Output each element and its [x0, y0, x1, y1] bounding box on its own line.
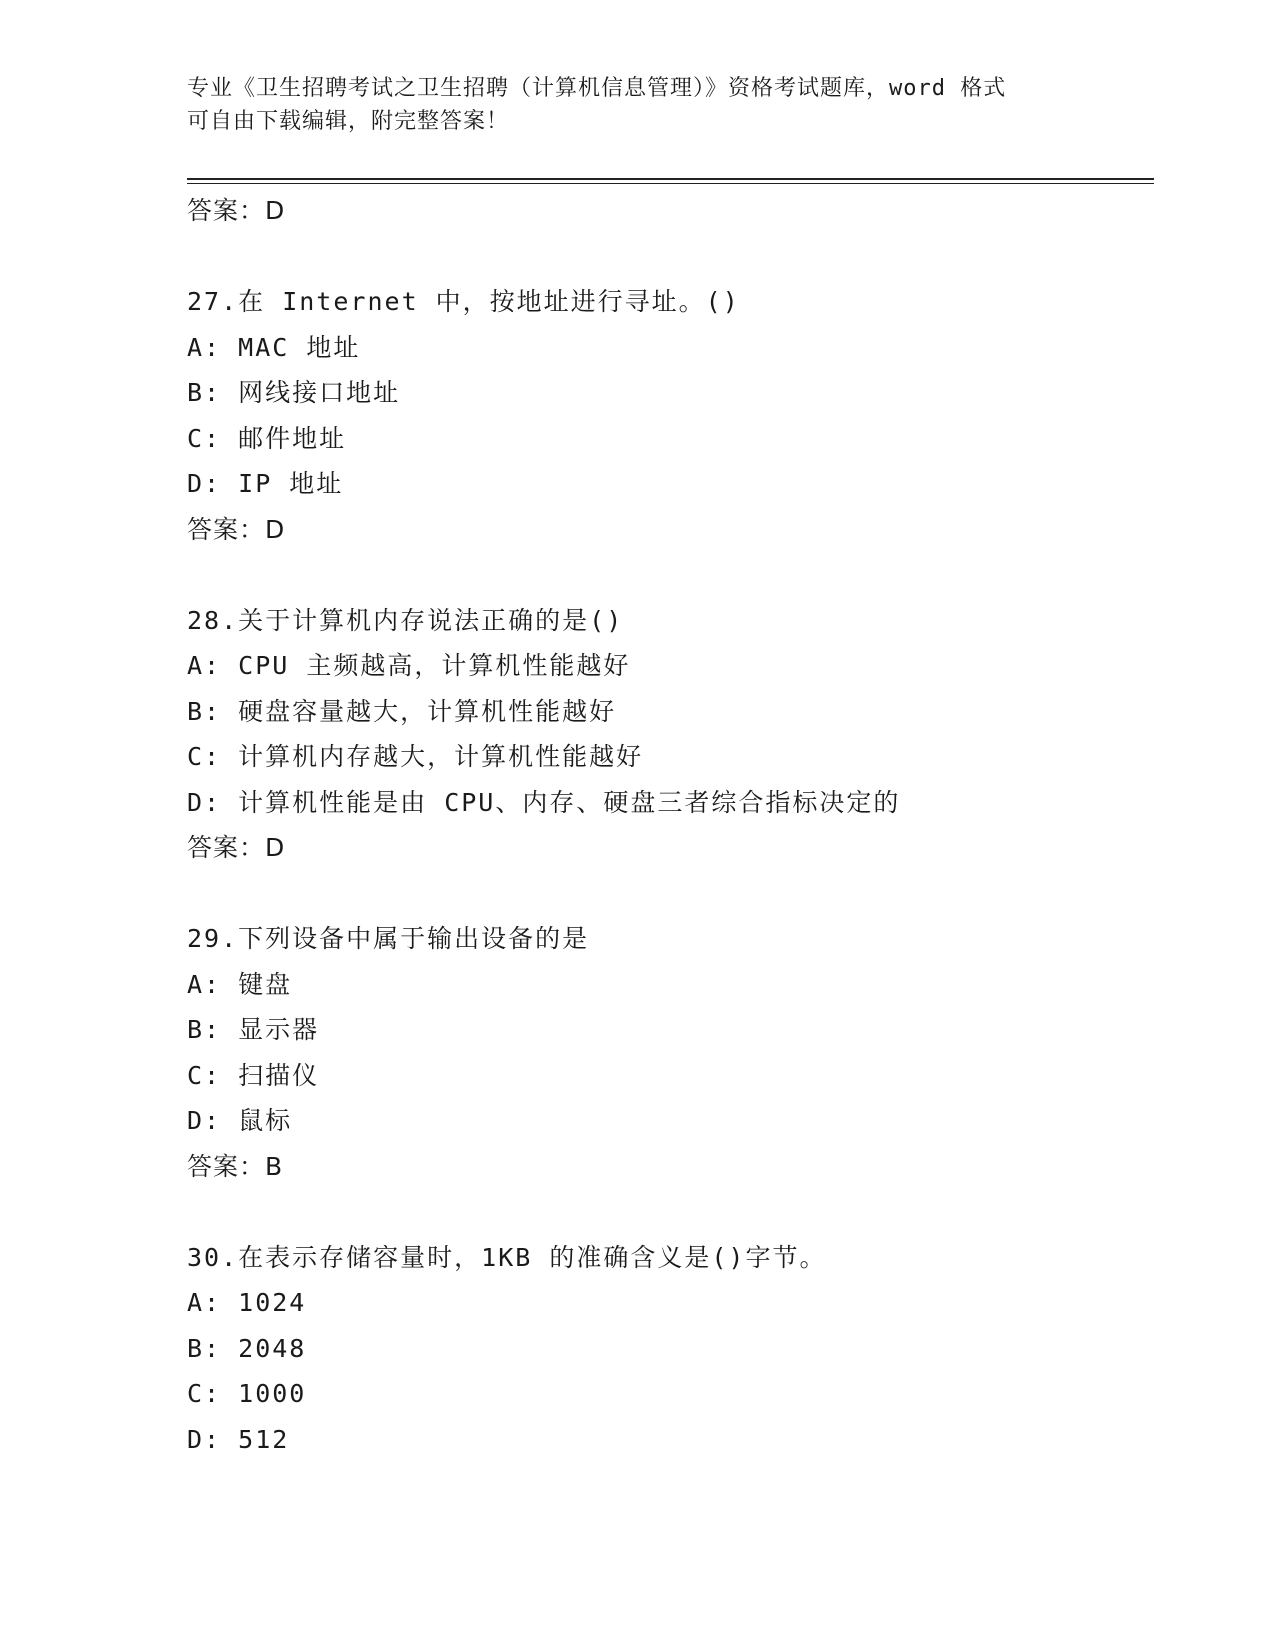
option-a: A: 键盘 [187, 969, 293, 999]
question-29 [187, 916, 1147, 1190]
option-c: C: 计算机内存越大，计算机性能越好 [187, 742, 644, 771]
option-d: D: 计算机性能是由 CPU、内存、硬盘三者综合指标决定的 [187, 787, 901, 817]
option-a: A: MAC 地址 [187, 332, 361, 362]
question-list [187, 188, 1147, 1462]
question-27 [187, 279, 1147, 553]
header-divider [187, 178, 1154, 180]
answer-line: 答案：D [187, 833, 286, 862]
option-a: A: CPU 主频越高，计算机性能越好 [187, 651, 631, 680]
question-stem: 29.下列设备中属于输出设备的是 [187, 924, 590, 953]
question-stem: 28.关于计算机内存说法正确的是() [187, 605, 624, 635]
option-c: C: 扫描仪 [187, 1060, 320, 1090]
option-d: D: 512 [187, 1424, 290, 1454]
header-line-1: 专业《卫生招聘考试之卫生招聘（计算机信息管理）》资格考试题库，word 格式 [187, 76, 1007, 101]
option-b: B: 显示器 [187, 1015, 320, 1044]
option-b: B: 硬盘容量越大，计算机性能越好 [187, 696, 617, 726]
option-d: D: IP 地址 [187, 469, 344, 498]
option-b: B: 网线接口地址 [187, 378, 401, 407]
answer-line: 答案：D [187, 514, 286, 544]
option-b: B: 2048 [187, 1333, 307, 1363]
option-c: C: 1000 [187, 1379, 307, 1408]
header-divider-thin [187, 183, 1154, 184]
answer-line: 答案：B [187, 1151, 284, 1181]
question-stem: 30.在表示存储容量时，1KB 的准确含义是()字节。 [187, 1242, 827, 1272]
question-28 [187, 598, 1147, 872]
option-c: C: 邮件地址 [187, 423, 347, 453]
option-d: D: 鼠标 [187, 1106, 293, 1135]
option-a: A: 1024 [187, 1288, 307, 1317]
document-header [187, 72, 1067, 138]
header-line-2: 可自由下载编辑，附完整答案！ [187, 109, 510, 134]
question-30 [187, 1235, 1147, 1463]
question-stem: 27.在 Internet 中，按地址进行寻址。() [187, 287, 740, 316]
answer-line: 答案：D [187, 196, 286, 225]
